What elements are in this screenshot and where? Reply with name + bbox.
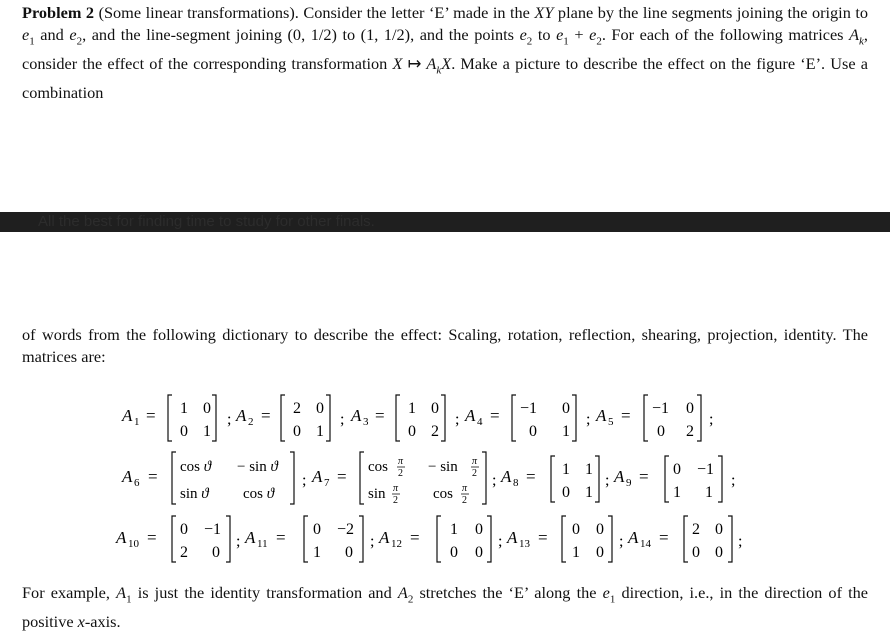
svg-text:0: 0 — [715, 544, 723, 561]
matrix-A2 — [235, 395, 344, 441]
matrix-A9 — [613, 456, 735, 502]
svg-text:;: ; — [738, 533, 743, 550]
matrix-A13 — [506, 516, 623, 562]
svg-text:1: 1 — [572, 544, 580, 561]
svg-text:A: A — [628, 528, 639, 547]
svg-text:1: 1 — [673, 484, 681, 501]
svg-text:8: 8 — [513, 477, 519, 489]
continuation-text: of words from the following dictionary to describe the effect: Scaling, rotation, reflection, shearing, projection, identity. The matrices are: — [22, 325, 868, 367]
svg-text:− sin ϑ: − sin ϑ — [237, 459, 278, 475]
svg-text:;: ; — [302, 472, 307, 489]
svg-text:0: 0 — [657, 423, 665, 440]
svg-text:1: 1 — [313, 544, 321, 561]
svg-text:=: = — [526, 467, 536, 486]
svg-text:;: ; — [455, 411, 460, 428]
svg-text:0: 0 — [673, 461, 681, 478]
svg-text:2: 2 — [431, 423, 439, 440]
svg-text:2: 2 — [472, 468, 477, 479]
svg-text:;: ; — [236, 533, 241, 550]
svg-text:=: = — [375, 406, 385, 425]
svg-text:9: 9 — [626, 477, 632, 489]
svg-text:2: 2 — [398, 468, 403, 479]
svg-text:=: = — [337, 467, 347, 486]
svg-text:=: = — [490, 406, 500, 425]
page-top — [0, 0, 890, 212]
matrix-row-3 — [0, 510, 890, 566]
svg-text:11: 11 — [257, 538, 268, 550]
svg-text:−1: −1 — [697, 461, 715, 478]
svg-text:10: 10 — [128, 538, 139, 550]
matrix-A3 — [350, 395, 459, 441]
svg-text:0: 0 — [180, 521, 188, 538]
svg-text:1: 1 — [585, 484, 593, 501]
svg-text:5: 5 — [608, 416, 614, 428]
svg-text:−1: −1 — [204, 521, 222, 538]
svg-text:A: A — [614, 467, 625, 486]
matrix-A14 — [627, 516, 742, 562]
svg-text:A: A — [596, 406, 607, 425]
banner-text: All the best for finding time to study for other finals. — [38, 213, 375, 230]
svg-text:A: A — [122, 467, 133, 486]
matrix-row-1 — [0, 388, 890, 444]
matrix-row-2 — [0, 446, 890, 508]
svg-text:− sin: − sin — [428, 459, 458, 475]
svg-text:0: 0 — [572, 521, 580, 538]
svg-text:0: 0 — [180, 423, 188, 440]
svg-text:;: ; — [709, 411, 714, 428]
problem-text: (Some linear transformations). Consider the letter ‘E’ made in the XY plane by the line segments joining the origin to $e_1$ and $e_2$, and the line-segment joining (0, 1/2) to (1, 1/2), and the points $e_2$ to $e_1 + e_2$. For each of the following matrices $A_k$, consider the effect of the corresponding transformation X ↦ $A_kX$. Make a picture to describe the effect on the figure ‘E’. Use a combination — [22, 3, 869, 102]
svg-text:1: 1 — [408, 400, 416, 417]
svg-text:cos: cos — [433, 486, 453, 502]
svg-text:0: 0 — [313, 521, 321, 538]
svg-text:1: 1 — [316, 423, 324, 440]
svg-text:0: 0 — [715, 521, 723, 538]
svg-text:12: 12 — [391, 538, 402, 550]
svg-text:;: ; — [227, 411, 232, 428]
matrix-row-3-svg — [0, 510, 890, 566]
svg-text:;: ; — [619, 533, 624, 550]
svg-text:=: = — [276, 528, 286, 547]
svg-text:6: 6 — [134, 477, 140, 489]
svg-text:=: = — [538, 528, 548, 547]
svg-text:0: 0 — [596, 521, 604, 538]
svg-text:A: A — [116, 528, 127, 547]
svg-text:;: ; — [340, 411, 345, 428]
svg-text:;: ; — [605, 472, 610, 489]
svg-text:0: 0 — [562, 400, 570, 417]
svg-text:1: 1 — [705, 484, 713, 501]
matrix-A5 — [595, 395, 713, 441]
svg-text:1: 1 — [585, 461, 593, 478]
svg-text:=: = — [659, 528, 669, 547]
matrix-A8 — [500, 456, 609, 502]
matrix-A1 — [121, 395, 231, 441]
svg-text:cos ϑ: cos ϑ — [243, 486, 275, 502]
matrix-A7 — [311, 452, 496, 506]
svg-text:=: = — [148, 467, 158, 486]
svg-text:1: 1 — [180, 400, 188, 417]
svg-text:0: 0 — [293, 423, 301, 440]
svg-text:A: A — [236, 406, 247, 425]
svg-text:0: 0 — [686, 400, 694, 417]
problem-statement — [22, 2, 868, 104]
svg-text:A: A — [351, 406, 362, 425]
svg-text:0: 0 — [692, 544, 700, 561]
svg-text:=: = — [639, 467, 649, 486]
svg-text:=: = — [410, 528, 420, 547]
svg-text:−1: −1 — [520, 400, 538, 417]
svg-text:7: 7 — [324, 477, 330, 489]
svg-text:0: 0 — [596, 544, 604, 561]
svg-text:0: 0 — [529, 423, 537, 440]
svg-text:1: 1 — [134, 416, 140, 428]
svg-text:2: 2 — [686, 423, 694, 440]
svg-text:4: 4 — [477, 416, 483, 428]
svg-text:=: = — [261, 406, 271, 425]
svg-text:0: 0 — [345, 544, 353, 561]
overlay-banner — [0, 212, 890, 232]
matrix-A10 — [115, 516, 240, 562]
matrix-row-2-svg — [0, 446, 890, 508]
svg-text:;: ; — [498, 533, 503, 550]
svg-text:;: ; — [731, 472, 736, 489]
svg-text:;: ; — [370, 533, 375, 550]
svg-text:2: 2 — [462, 495, 467, 506]
svg-text:0: 0 — [212, 544, 220, 561]
matrix-A11 — [244, 516, 374, 562]
svg-text:A: A — [379, 528, 390, 547]
svg-text:2: 2 — [180, 544, 188, 561]
svg-text:1: 1 — [562, 461, 570, 478]
svg-text:0: 0 — [450, 544, 458, 561]
svg-text:π: π — [472, 456, 478, 467]
svg-text:0: 0 — [562, 484, 570, 501]
svg-text:A: A — [245, 528, 256, 547]
svg-text:1: 1 — [562, 423, 570, 440]
svg-text:−2: −2 — [337, 521, 355, 538]
matrix-A12 — [378, 516, 502, 562]
svg-text:14: 14 — [640, 538, 651, 550]
svg-text:sin ϑ: sin ϑ — [180, 486, 209, 502]
matrix-A6 — [121, 452, 306, 504]
svg-text:A: A — [501, 467, 512, 486]
svg-text:2: 2 — [692, 521, 700, 538]
svg-text:1: 1 — [203, 423, 211, 440]
matrix-A4 — [464, 395, 590, 441]
svg-text:π: π — [398, 456, 404, 467]
svg-text:A: A — [312, 467, 323, 486]
svg-text:13: 13 — [519, 538, 530, 550]
svg-text:=: = — [621, 406, 631, 425]
svg-text:1: 1 — [450, 521, 458, 538]
svg-text:;: ; — [586, 411, 591, 428]
svg-text:2: 2 — [393, 495, 398, 506]
svg-text:2: 2 — [293, 400, 301, 417]
svg-text:sin: sin — [368, 486, 386, 502]
closing-text: For example, $A_1$ is just the identity transformation and $A_2$ stretches the ‘E’ along the $e_1$ direction, i.e., in the direction of the positive x-axis. — [22, 583, 869, 631]
svg-text:cos ϑ: cos ϑ — [180, 459, 212, 475]
svg-text:3: 3 — [363, 416, 369, 428]
svg-text:2: 2 — [248, 416, 254, 428]
problem-label: Problem 2 — [22, 3, 95, 22]
svg-text:cos: cos — [368, 459, 388, 475]
svg-text:π: π — [462, 483, 468, 494]
svg-text:−1: −1 — [652, 400, 670, 417]
svg-text:0: 0 — [475, 544, 483, 561]
svg-text:=: = — [146, 406, 156, 425]
svg-text:0: 0 — [408, 423, 416, 440]
svg-text:0: 0 — [203, 400, 211, 417]
svg-text:π: π — [393, 483, 399, 494]
matrix-row-1-svg — [0, 388, 890, 444]
svg-text:0: 0 — [431, 400, 439, 417]
svg-text:A: A — [507, 528, 518, 547]
svg-text:0: 0 — [475, 521, 483, 538]
svg-text:A: A — [465, 406, 476, 425]
svg-text:A: A — [122, 406, 133, 425]
svg-text:0: 0 — [316, 400, 324, 417]
svg-text:;: ; — [492, 472, 497, 489]
svg-text:=: = — [147, 528, 157, 547]
